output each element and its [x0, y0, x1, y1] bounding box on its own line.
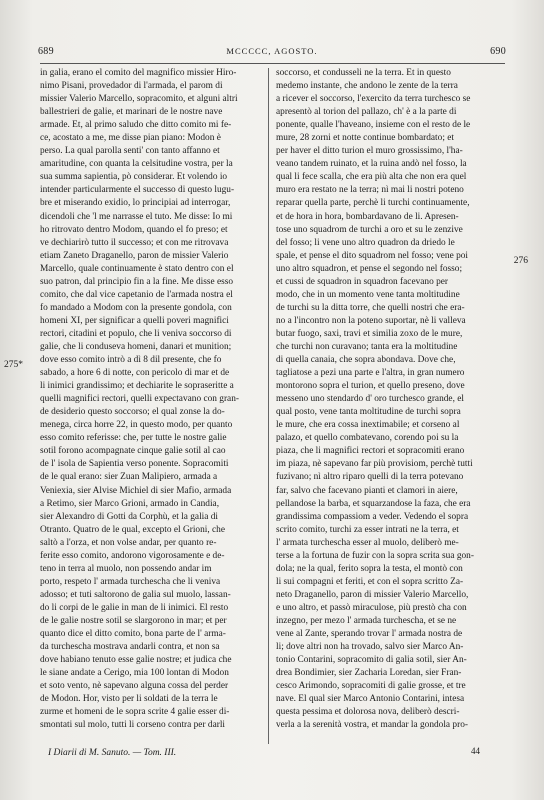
text-line: teno in terra al muolo, non possendo andar im [40, 563, 212, 574]
text-line: Otranto. Quatro de le qual, excepto el Grioni, che [40, 524, 225, 535]
text-line: soccorso, et condusseli ne la terra. Et in questo [276, 68, 451, 78]
text-line: esso comito referisse: che, per tutte le nostre galie [40, 433, 227, 444]
text-line: montorono sopra el turion, et quello preseno, dove [276, 381, 465, 392]
text-line: ve dechiarirò tutto il successo; et con me ritrovava [40, 237, 229, 248]
right-column [276, 67, 502, 744]
text-line: comito, che dal vice capetanio de l'armada nostra el [40, 289, 233, 300]
text-line: ce, acostato a me, me disse pian piano: Modon è [40, 133, 221, 144]
text-line: sua summa sapientia, pò considerar. Et volendo io [40, 172, 228, 183]
text-line: a Retimo, sier Marco Grioni, armado in Candia, [40, 498, 220, 509]
text-line: quelli magnifici rectori, quelli expectavano con gran- [40, 394, 239, 405]
page-number-right: 690 [490, 46, 506, 57]
text-line: ponente, qualle l'haveano, insieme con el resto de le [276, 120, 471, 131]
text-line: ho ritrovato dentro Modom, quando el fo preso; et [40, 224, 228, 235]
text-line: da turchescha mostrava andarli contra, et non sa [40, 642, 220, 653]
text-line: et cussi de squadron in squadron facevano per [276, 276, 449, 287]
text-line: saltò a l'orza, et non volse andar, per quanto re- [40, 537, 217, 548]
text-line: dove habiano tenuto esse galie nostre; et judica che [40, 655, 232, 666]
text-line: cesco Arimondo, sopracomiti di galie grosse, et tre [276, 681, 466, 692]
text-line: perso. La qual parolla senti' con tanto affanno et [40, 146, 220, 157]
text-line: qual li fece scalla, che era più alta che non era quel [276, 172, 467, 183]
text-line: e uno altro, et passò miraculose, più prestò cha con [276, 602, 467, 613]
text-line: suo patron, dal principio fin a la fine. Me disse esso [40, 276, 234, 287]
text-line: verla a la serenità vostra, et mandar la gondola pro- [276, 720, 468, 731]
text-line: do li corpi de le galie in man de li inimici. El resto [40, 602, 229, 613]
text-line: muro era restato ne la terra; nì mai li nostri poteno [276, 185, 464, 196]
text-line: nave. El qual sier Marco Antonio Contarini, intesa [276, 694, 465, 705]
text-line: zurme et homeni de le sopra scrite 4 galie esser di- [40, 707, 230, 718]
running-title: MCCCCC, AGOSTO. [226, 46, 318, 56]
margin-number-right: 276 [513, 256, 528, 266]
text-line: vene al Zante, sperando trovar l' armada nostra de [276, 629, 463, 640]
text-line: sier Alexandro di Gotti da Corphù, et la galia di [40, 511, 219, 522]
text-line: dove esso comito intrò a dì 8 dil presente, che fo [40, 355, 222, 366]
text-line: le siane andate a Cerigo, mia 100 lontan di Modon [40, 668, 229, 679]
text-line: sabado, a hore 6 di notte, con pericolo di mar et de [40, 368, 230, 379]
text-line: smontati sul molo, tutti li corseno contra per darli [40, 720, 226, 731]
text-line: in galia, erano el comito del magnifico missier Hiro- [40, 68, 237, 78]
text-line: etiam Zaneto Draganello, paron de missier Valerio [40, 250, 229, 261]
text-line: no a l'incontro non la poteno suportar, nè li valleva [276, 315, 466, 326]
text-line: del fosso; li vene uno altro quadron da driedo le [276, 237, 455, 248]
text-line: nimo Pisani, provedador di l'armada, el parom di [40, 81, 223, 92]
text-line: galie, che li conduseva homeni, danari et munition; [40, 341, 232, 352]
header-rule [40, 63, 505, 64]
text-line: tonio Contarini, sopracomito di galia sotil, sier An- [276, 655, 467, 666]
text-line: intender particularmente el successo di questo lugu- [40, 185, 235, 196]
text-line: palazo, et quello combatevano, corendo poi su la [276, 433, 459, 444]
text-line: per haver el ditto turion el muro grossissimo, l'ha- [276, 146, 463, 157]
text-line: ferite esso comito, andorono vigorosamente e de- [40, 550, 225, 561]
text-line: scrito comito, turchi za esser intrati ne la terra, et [276, 524, 459, 535]
text-line: Marcello, quale continuamente è stato dentro con el [40, 263, 234, 274]
text-line: li sui compagni et feriti, et con el sopra scritto Za- [276, 576, 464, 587]
text-line: dola; ne la qual, ferito sopra la testa, el montò con [276, 563, 463, 574]
text-line: butar fuogo, saxi, travi et similia zoxo de le mure, [276, 328, 463, 339]
text-line: bre et miserando exidio, lo principiai ad interrogar, [40, 198, 231, 209]
text-line: homeni XI, per significar a quelli poveri magnifici [40, 315, 229, 326]
text-line: sotil forono acompagnate cinque galie sotil al cao [40, 446, 226, 457]
text-line: di quella canaia, che sopra abondava. Dove che, [276, 355, 456, 366]
text-line: l' armata turchescha esser al muolo, deliberò me- [276, 537, 459, 548]
text-line: de le galie nostre sotil se slargorono in mar; et per [40, 615, 227, 626]
text-line: messeno uno stendardo d' oro turchesco grande, el [276, 394, 464, 405]
text-line: quanto dice el ditto comito, bona parte de l' arma- [40, 629, 226, 640]
text-line: de le qual erano: sier Zuan Malipiero, armada a [40, 472, 218, 483]
signature-mark: 44 [471, 746, 480, 756]
text-line: missier Valerio Marcello, sopracomito, et alguni altri [40, 94, 238, 105]
text-line: a ricever el soccorso, l'exercito da terra turchesco se [276, 94, 471, 105]
text-line: li inimici grandissimo; et dechiarite le sopraseritte a [40, 381, 234, 392]
text-line: medemo instante, che andono le zente de la terra [276, 81, 458, 92]
text-line: de Modon. Hor, visto per li soldati de la terra le [40, 694, 218, 705]
text-line: et soto vento, nè sapevano alguna cossa del perder [40, 681, 229, 692]
page-footer [0, 748, 544, 762]
text-line: de l' isola de Sapientia verso ponente. Sopracomiti [40, 459, 229, 470]
text-line: veano tandem ruinato, et la ruina andò nel fosso, la [276, 159, 467, 170]
text-line: apresentò al torion del pallazo, ch' è a la parte di [276, 107, 457, 118]
text-line: neto Draganello, paron di missier Valerio Marcello, [276, 589, 469, 600]
text-line: che turchi non curavano; tanta era la moltitudine [276, 341, 458, 352]
text-line: li; dove altri non ha trovado, salvo sier Marco An- [276, 642, 464, 653]
text-line: tagliatose a pezi una parte e l'altra, in gran numero [276, 368, 465, 379]
text-line: fo mandado a Modom con la presente gondola, con [40, 302, 232, 313]
text-line: porto, respeto l' armada turchescha che li veniva [40, 576, 221, 587]
text-line: adosso; et tuti saltorono de galia sul muolo, lassan- [40, 589, 231, 600]
text-line: de turchi su la ditta torre, che quelli nostri che era- [276, 302, 465, 313]
page-header [0, 46, 544, 60]
text-line: modo, che in un momento vene tanta moltitudine [276, 289, 460, 300]
text-line: amaritudine, con quanta la celsitudine vostra, per la [40, 159, 233, 170]
text-line: ballestrieri de galie, et marinari de le nostre nave [40, 107, 223, 118]
column-divider [268, 68, 269, 744]
text-line: reparar quella parte, perchè li turchi continuamente, [276, 198, 470, 209]
page-number-left: 689 [38, 46, 54, 57]
text-line: armade. Et, al primo saludo che ditto comito mi fe- [40, 120, 232, 131]
text-line: grandissima compassiom a veder. Vedendo el sopra [276, 511, 469, 522]
text-line: far, salvo che facevano pianti et clamori in aiere, [276, 485, 458, 496]
left-column [40, 67, 262, 744]
text-line: tose uno squadrom de turchi a oro et su le zenzive [276, 224, 463, 235]
text-line: et de hora in hora, bombardavano de li. Apresen- [276, 211, 459, 222]
text-line: le mure, che era cossa inextimabile; et corseno al [276, 420, 460, 431]
text-line: pellandose la barba, et squarzandose la faza, che era [276, 498, 471, 509]
text-line: inzegno, per mezo l' armada turchescha, et se ne [276, 615, 457, 626]
text-line: rectori, citadini et populo, che li veniva soccorso di [40, 328, 232, 339]
text-line: de desiderio questo soccorso; el qual zonse la do- [40, 407, 225, 418]
margin-number-left: 275* [4, 360, 23, 370]
text-line: dicendoli che 'l me narrasse el tuto. Me disse: Io mi [40, 211, 233, 222]
book-title: I Diarii di M. Sanuto. — Tom. III. [48, 748, 177, 758]
text-line: menega, circa horre 22, in questo modo, per quanto [40, 420, 233, 431]
text-line: spale, et pense el dito squadrom nel fosso; vene poi [276, 250, 469, 261]
text-line: mure, 28 zorni et notte continue bombardato; et [276, 133, 454, 144]
text-line: uno altro squadron, et pense el segondo nel fosso; [276, 263, 463, 274]
text-line: drea Bondimier, sier Zacharia Loredan, sier Fran- [276, 668, 462, 679]
text-line: terse a la fortuna de fuzir con la sopra scrita sua gon- [276, 550, 474, 561]
text-line: piaza, che li magnifici rectori et sopracomiti erano [276, 446, 465, 457]
text-line: qual posto, vene tanta moltitudine de turchi sopra [276, 407, 461, 418]
text-line: fuzivano; nì altro riparo quelli di la terra potevano [276, 472, 464, 483]
text-line: im piaza, nè sapevano far più provisiom, perchè tutti [276, 459, 473, 470]
text-line: Veniexia, sier Alvise Michiel di sier Mafio, armada [40, 485, 232, 496]
text-line: questa pessima et dolorosa nova, deliberò descri- [276, 707, 460, 718]
